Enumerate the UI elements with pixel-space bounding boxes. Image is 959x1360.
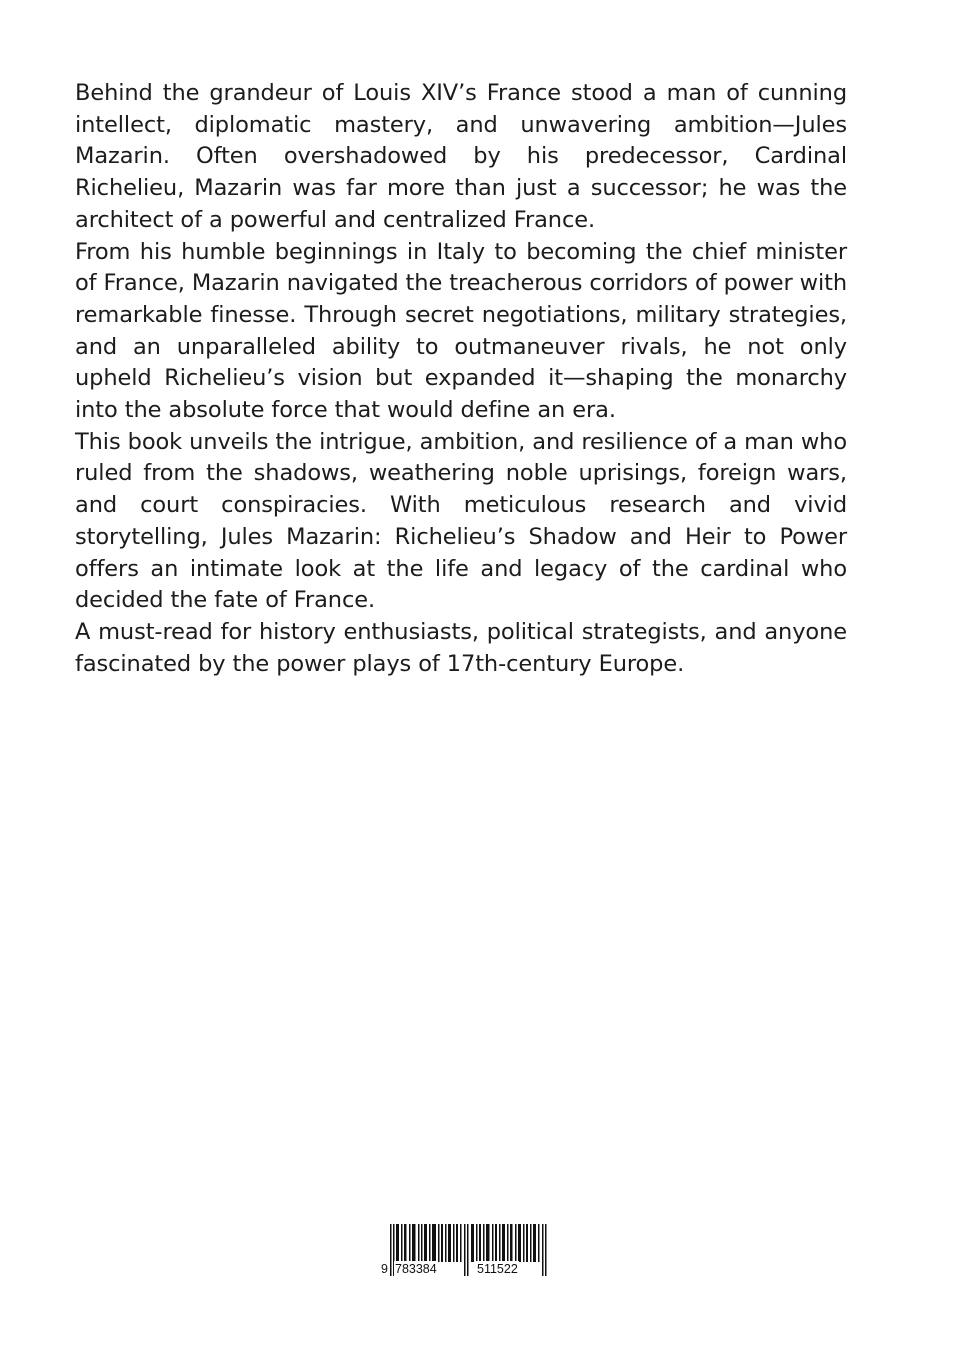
barcode-digits [380,1261,556,1277]
blurb-paragraph-1: Behind the grandeur of Louis XIV’s France stood a man of cunning intellect, diplomatic mastery, and unwavering ambition—Jules Mazarin. Often overshadowed by his predecessor, Cardinal Richelieu, Mazarin was far more than just a successor; he was the architect of a powerful and centralized France. [75,80,847,233]
barcode-right-group: 511522 [477,1262,518,1276]
isbn-barcode [380,1222,556,1278]
barcode-left-group: 783384 [395,1262,437,1276]
blurb-paragraph-4: A must-read for history enthusiasts, political strategists, and anyone fascinated by the power plays of 17th-century Europe. [75,618,847,677]
blurb-paragraph-2: From his humble beginnings in Italy to becoming the chief minister of France, Mazarin navigated the treacherous corridors of power with remarkable finesse. Through secret negotiations, military strategies, and an unparalleled ability to outmaneuver rivals, he not only upheld Richelieu’s vision but expanded it—shaping the monarchy into the absolute force that would define an era. [75,238,848,424]
blurb-paragraph-3: This book unveils the intrigue, ambition, and resilience of a man who ruled from the shadows, weathering noble uprisings, foreign wars, and court conspiracies. With meticulous research and vivid storytelling, Jules Mazarin: Richelieu’s Shadow and Heir to Power offers an intimate look at the life and legacy of the cardinal who decided the fate of France. [75,428,847,614]
back-cover-blurb [75,78,847,680]
barcode-first-digit: 9 [381,1262,388,1276]
